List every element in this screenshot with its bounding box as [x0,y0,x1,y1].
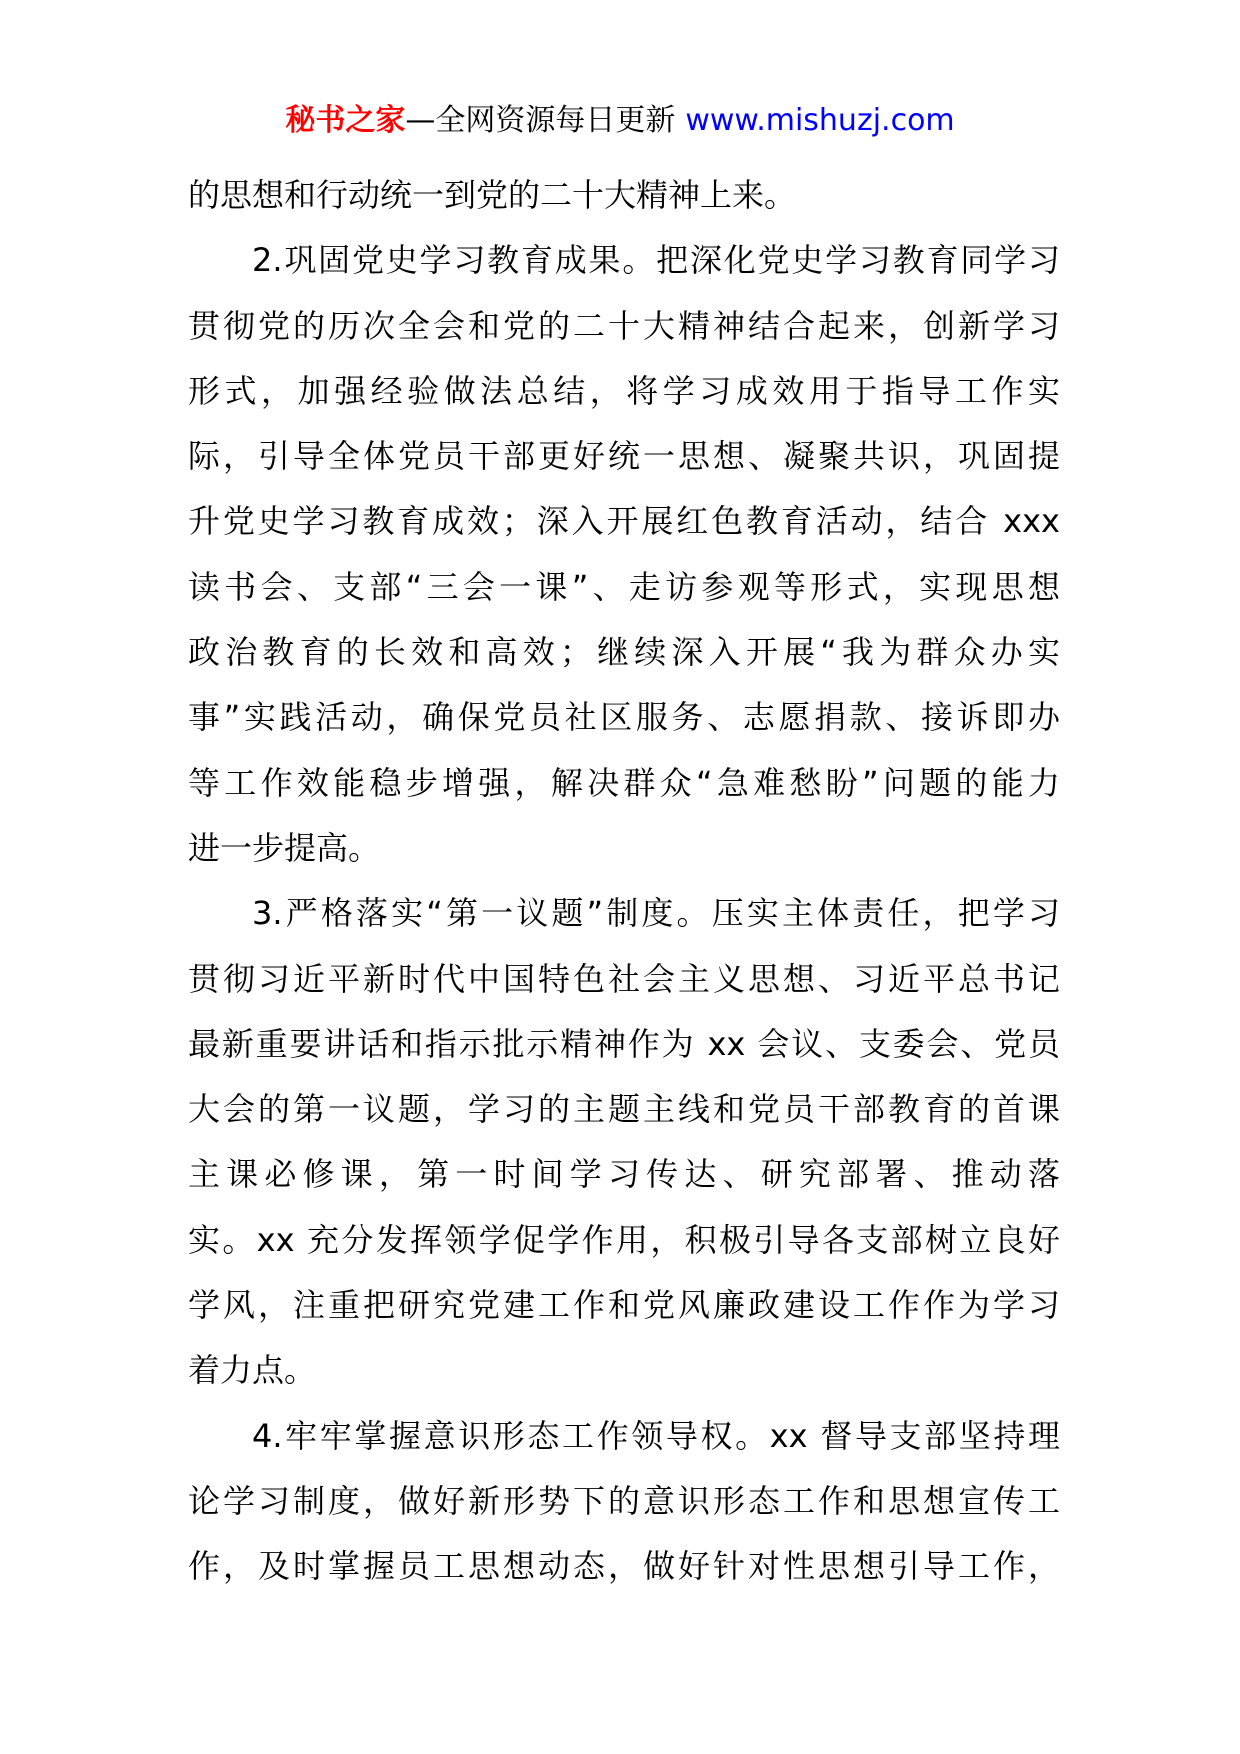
text-line: 际，引导全体党员干部更好统一思想、凝聚共识，巩固提 [188,437,1060,476]
site-slogan: —全网资源每日更新 [405,103,676,138]
site-header [0,100,1240,142]
paragraph-2-first-line: 2.巩固党史学习教育成果。把深化党史学习教育同学习 [252,241,1060,280]
text-line: 实。xx 充分发挥领学促学作用，积极引导各支部树立良好 [188,1220,1060,1259]
text-line: 着力点。 [188,1351,317,1390]
text-line: 贯彻习近平新时代中国特色社会主义思想、习近平总书记 [188,959,1060,998]
text-line: 学风，注重把研究党建工作和党风廉政建设工作作为学习 [188,1286,1060,1325]
text-line: 主课必修课，第一时间学习传达、研究部署、推动落 [188,1155,1060,1194]
paragraph-3-first-line: 3.严格落实“第一议题”制度。压实主体责任，把学习 [252,894,1060,933]
text-line: 升党史学习教育成效；深入开展红色教育活动，结合 xxx [188,502,1060,541]
text-line: 的思想和行动统一到党的二十大精神上来。 [188,176,797,214]
document-body [188,163,1060,1600]
text-line: 政治教育的长效和高效；继续深入开展“我为群众办实 [188,633,1060,672]
paragraph-4-first-line: 4.牢牢掌握意识形态工作领导权。xx 督导支部坚持理 [252,1416,1060,1455]
text-line: 进一步提高。 [188,828,381,867]
site-url-link[interactable]: www.mishuzj.com [685,103,955,138]
text-line: 读书会、支部“三会一课”、走访参观等形式，实现思想 [188,567,1060,606]
text-line: 论学习制度，做好新形势下的意识形态工作和思想宣传工 [188,1481,1060,1520]
text-line: 作，及时掌握员工思想动态，做好针对性思想引导工作， [188,1547,1060,1586]
text-line: 贯彻党的历次全会和党的二十大精神结合起来，创新学习 [188,306,1060,345]
text-line: 大会的第一议题，学习的主题主线和党员干部教育的首课 [188,1090,1060,1129]
text-line: 等工作效能稳步增强，解决群众“急难愁盼”问题的能力 [188,763,1060,802]
text-line: 最新重要讲话和指示批示精神作为 xx 会议、支委会、党员 [188,1024,1060,1063]
text-line: 形式，加强经验做法总结，将学习成效用于指导工作实 [188,371,1060,410]
site-brand: 秘书之家 [285,103,406,138]
text-line: 事”实践活动，确保党员社区服务、志愿捐款、接诉即办 [188,698,1060,737]
